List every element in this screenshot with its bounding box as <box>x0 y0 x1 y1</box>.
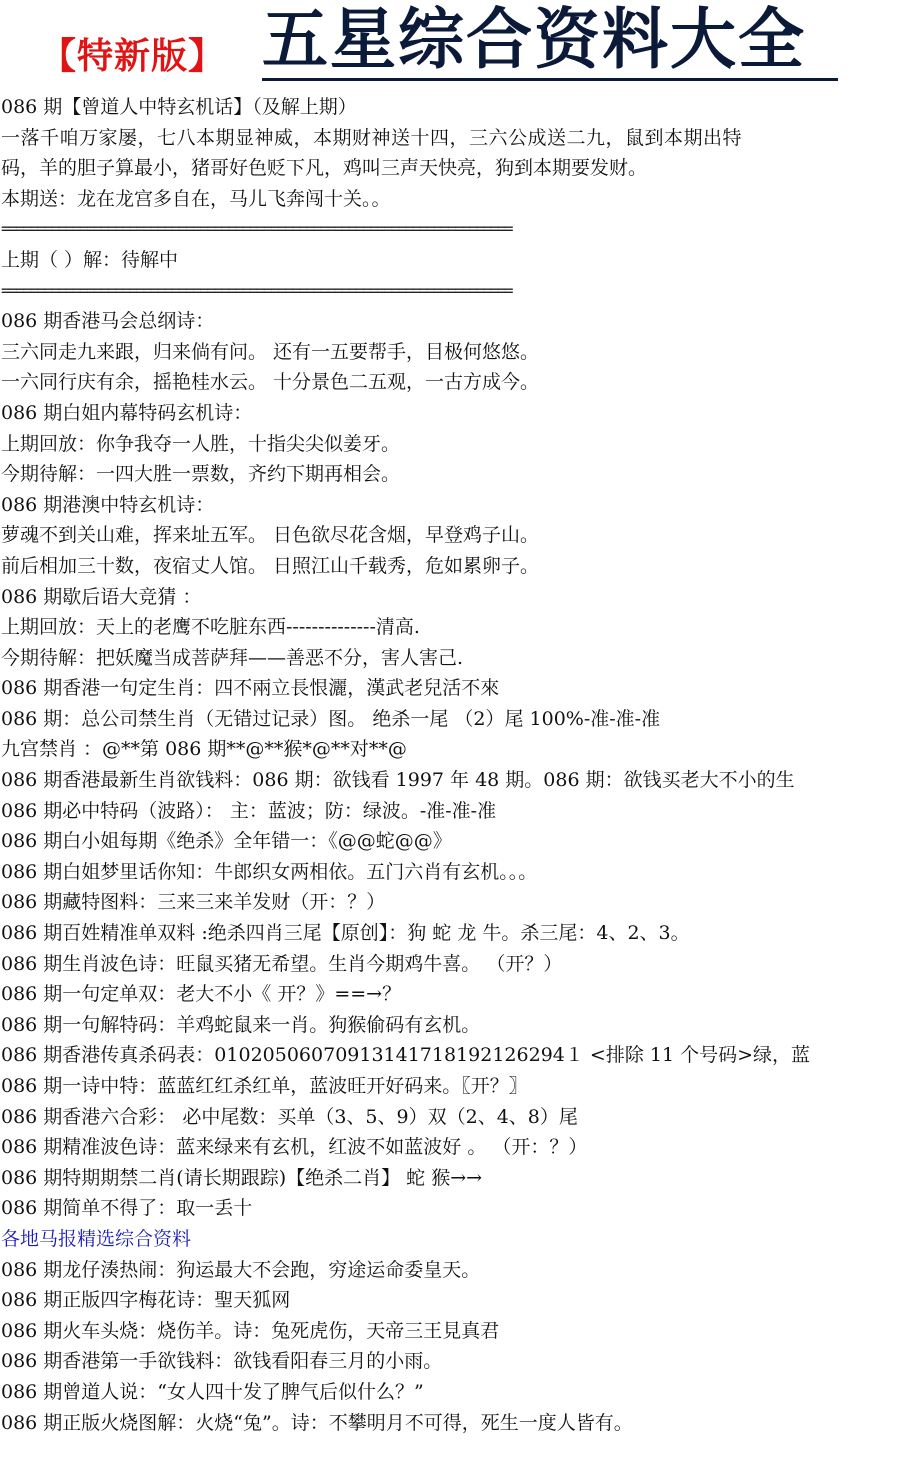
text-line: 九宫禁肖 ：@**第 086 期**@**猴*@**对**@ <box>1 738 407 761</box>
text-line: 086 期必中特码（波路）： 主：蓝波；防：绿波。-准-准-准 <box>1 799 497 822</box>
separator-line: ======================================================================== <box>1 219 511 239</box>
page-title: 五星综合资料大全 <box>262 0 806 78</box>
text-line: 086 期【曾道人中特玄机话】（及解上期） <box>1 96 357 118</box>
document-body <box>0 92 903 1438</box>
text-line: 今期待解：把妖魔当成菩萨拜——善恶不分，害人害己. <box>1 646 464 669</box>
text-line: 前后相加三十数，夜宿丈人馆。 日照江山千载秀，危如累卵子。 <box>1 554 540 577</box>
text-line: 086 期生肖波色诗：旺鼠买猪无希望。生肖今期鸡牛喜。 （开？） <box>1 952 563 975</box>
edition-badge: 【特新版】 <box>40 36 226 77</box>
text-line: 086 期一句定单双：老大不小《 开？》==→？ <box>1 983 402 1006</box>
text-line: 一落千咱万家屡，七八本期显神威，本期财神送十四，三六公成送二九，鼠到本期出特 <box>1 126 743 149</box>
text-line: 码，羊的胆子算最小，猪哥好色贬下凡，鸡叫三声天快亮，狗到本期要发财。 <box>1 157 648 180</box>
text-line: 086 期白姐梦里话你知：牛郎织女两相依。五门六肖有玄机。。。 <box>1 860 538 883</box>
text-line: 086 期白小姐每期《绝杀》全年错一：《@@蛇@@》 <box>1 830 452 853</box>
text-line: 086 期特期期禁二肖(请长期跟踪)【绝杀二肖】 蛇 猴→→ <box>1 1166 483 1189</box>
text-line: 086 期藏特图料：三来三来羊发财（开：？） <box>1 891 386 914</box>
text-line: 086 期精准波色诗：蓝来绿来有玄机，红波不如蓝波好 。 （开：？） <box>1 1136 588 1159</box>
separator-line: ======================================================================== <box>1 280 511 300</box>
text-line: 上期回放：你争我夺一人胜，十指尖尖似姜牙。 <box>1 432 401 455</box>
text-line: 一六同行庆有余，摇艳桂水云。 十分景色二五观，一古方成今。 <box>1 371 540 394</box>
text-line: 086 期一诗中特：蓝蓝红红杀红单，蓝波旺开好码来。〖开？〗 <box>1 1075 528 1097</box>
text-line: 今期待解：一四大胜一票数，齐约下期再相会。 <box>1 463 401 486</box>
text-line: 086 期香港六合彩： 必中尾数：买单（3、5、9）双（2、4、8）尾 <box>1 1105 578 1128</box>
text-line: 086 期龙仔湊热闹：狗运最大不会跑，穷途运命委皇天。 <box>1 1258 481 1281</box>
text-line: 086 期简单不得了：取一丢十 <box>1 1197 253 1220</box>
text-line: 上期回放：天上的老鹰不吃脏东西--------------清高. <box>1 616 420 639</box>
text-line: 萝魂不到关山难，挥来址五军。 日色欲尽花含烟，早登鸡子山。 <box>1 524 540 547</box>
text-line: 086 期港澳中特玄机诗： <box>1 493 215 516</box>
text-line: 086 期正版火烧图解：火烧“兔”。诗：不攀明月不可得，死生一度人皆有。 <box>1 1411 633 1434</box>
text-line: 三六同走九来跟，归来倘有问。 还有一五要帮手，目极何悠悠。 <box>1 340 540 363</box>
header <box>0 0 903 90</box>
text-line: 本期送：龙在龙宫多自在，马儿飞奔闯十关。。 <box>1 187 391 210</box>
text-line: 086 期香港最新生肖欲钱料：086 期：欲钱看 1997 年 48 期。086 期：欲钱买老大不小的生 <box>1 769 795 792</box>
text-line: 086 期百姓精准单双料 :绝杀四肖三尾【原创】：狗 蛇 龙 牛。杀三尾：4、2、3。 <box>1 922 690 945</box>
text-line: 086 期香港传真杀码表：01020506070913141718192126294１ <排除 11 个号码>绿，蓝 <box>1 1044 811 1067</box>
text-line: 086 期火车头烧：烧伤羊。诗：兔死虎伤，天帝三王見真君 <box>1 1319 500 1342</box>
title-underline <box>262 78 838 81</box>
text-line: 086 期白姐内幕特码玄机诗： <box>1 401 253 424</box>
text-line: 086 期歇后语大竞猜 ： <box>1 585 202 608</box>
text-line: 086 期一句解特码：羊鸡蛇鼠来一肖。狗猴偷码有玄机。 <box>1 1013 481 1036</box>
section-heading: 各地马报精选综合资料 <box>1 1227 192 1250</box>
text-line: 086 期：总公司禁生肖（无错过记录）图。 绝杀一尾 （2）尾 100%-准-准-准 <box>1 707 661 730</box>
text-line: 086 期正版四字梅花诗：聖天狐网 <box>1 1289 291 1312</box>
text-line: 上期（ ）解：待解中 <box>1 248 179 271</box>
text-line: 086 期香港一句定生肖：四不兩立長恨灑，漢武老兒活不來 <box>1 677 500 700</box>
text-line: 086 期曾道人说：“女人四十发了脾气后似什么？” <box>1 1380 424 1403</box>
text-line: 086 期香港第一手欲钱料：欲钱看阳春三月的小雨。 <box>1 1350 443 1373</box>
text-line: 086 期香港马会总纲诗： <box>1 310 215 333</box>
